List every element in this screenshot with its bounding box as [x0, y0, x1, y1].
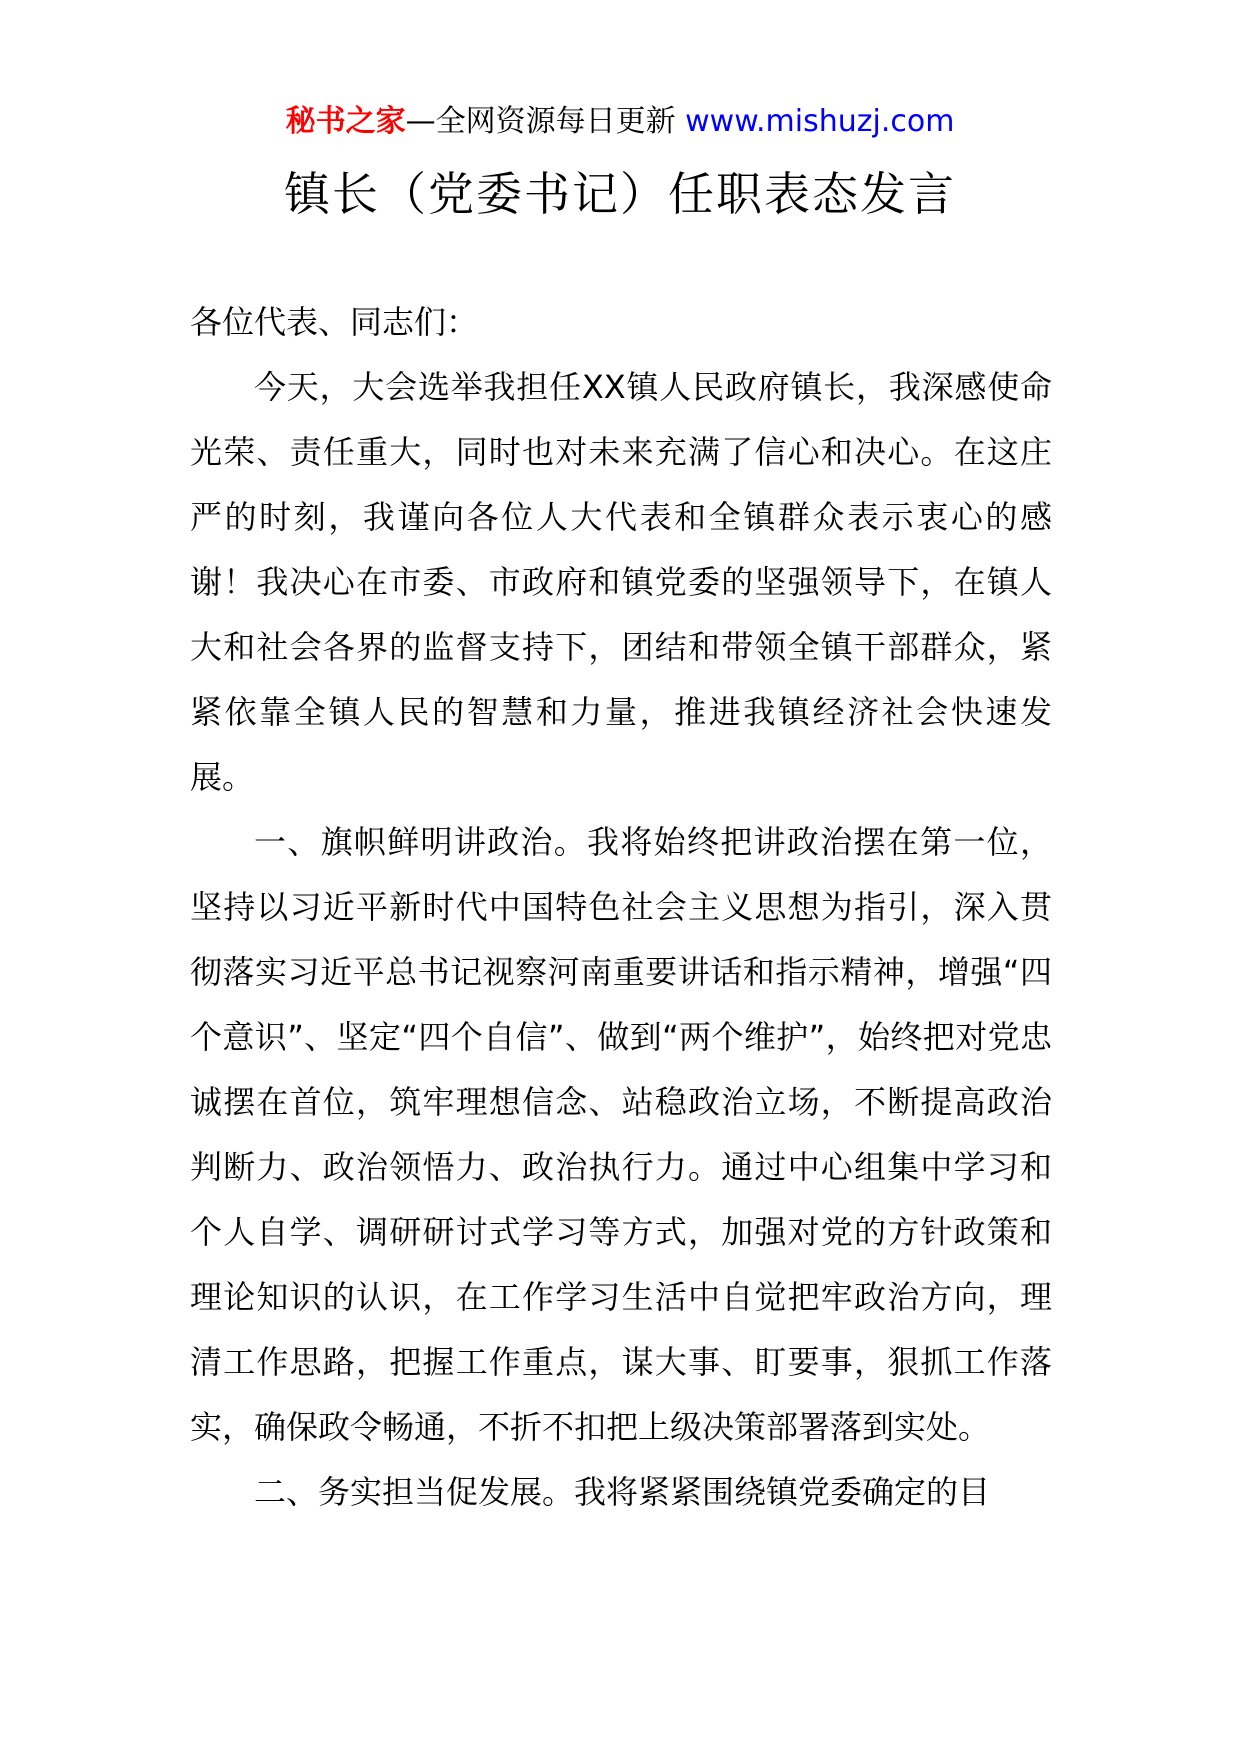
paragraph-intro: 今天，大会选举我担任XX镇人民政府镇长，我深感使命光荣、责任重大，同时也对未来充满了信心和决心。在这庄严的时刻，我谨向各位人大代表和全镇群众表示衷心的感谢！我决心在市委、市政府和镇党委的坚强领导下，在镇人大和社会各界的监督支持下，团结和带领全镇干部群众，紧紧依靠全镇人民的智慧和力量，推进我镇经济社会快速发展。 [190, 368, 1052, 796]
paragraph-section-2: 二、务实担当促发展。我将紧紧围绕镇党委确定的目 [254, 1473, 991, 1511]
document-body [190, 290, 1052, 1525]
site-url-link[interactable]: www.mishuzj.com [685, 104, 955, 139]
paragraph-section-1: 一、旗帜鲜明讲政治。我将始终把讲政治摆在第一位，坚持以习近平新时代中国特色社会主义思想为指引，深入贯彻落实习近平总书记视察河南重要讲话和指示精神，增强“四个意识”、坚定“四个自信”、做到“两个维护”，始终把对党忠诚摆在首位，筑牢理想信念、站稳政治立场，不断提高政治判断力、政治领悟力、政治执行力。通过中心组集中学习和个人自学、调研研讨式学习等方式，加强对党的方针政策和理论知识的认识，在工作学习生活中自觉把牢政治方向，理清工作思路，把握工作重点，谋大事、盯要事，狠抓工作落实，确保政令畅通，不折不扣把上级决策部署落到实处。 [190, 823, 1052, 1446]
document-title: 镇长（党委书记）任职表态发言 [284, 167, 956, 221]
salutation: 各位代表、同志们： [190, 303, 479, 341]
header-tagline: —全网资源每日更新 [405, 104, 676, 139]
site-header [0, 102, 1240, 142]
brand-name: 秘书之家 [285, 104, 406, 139]
